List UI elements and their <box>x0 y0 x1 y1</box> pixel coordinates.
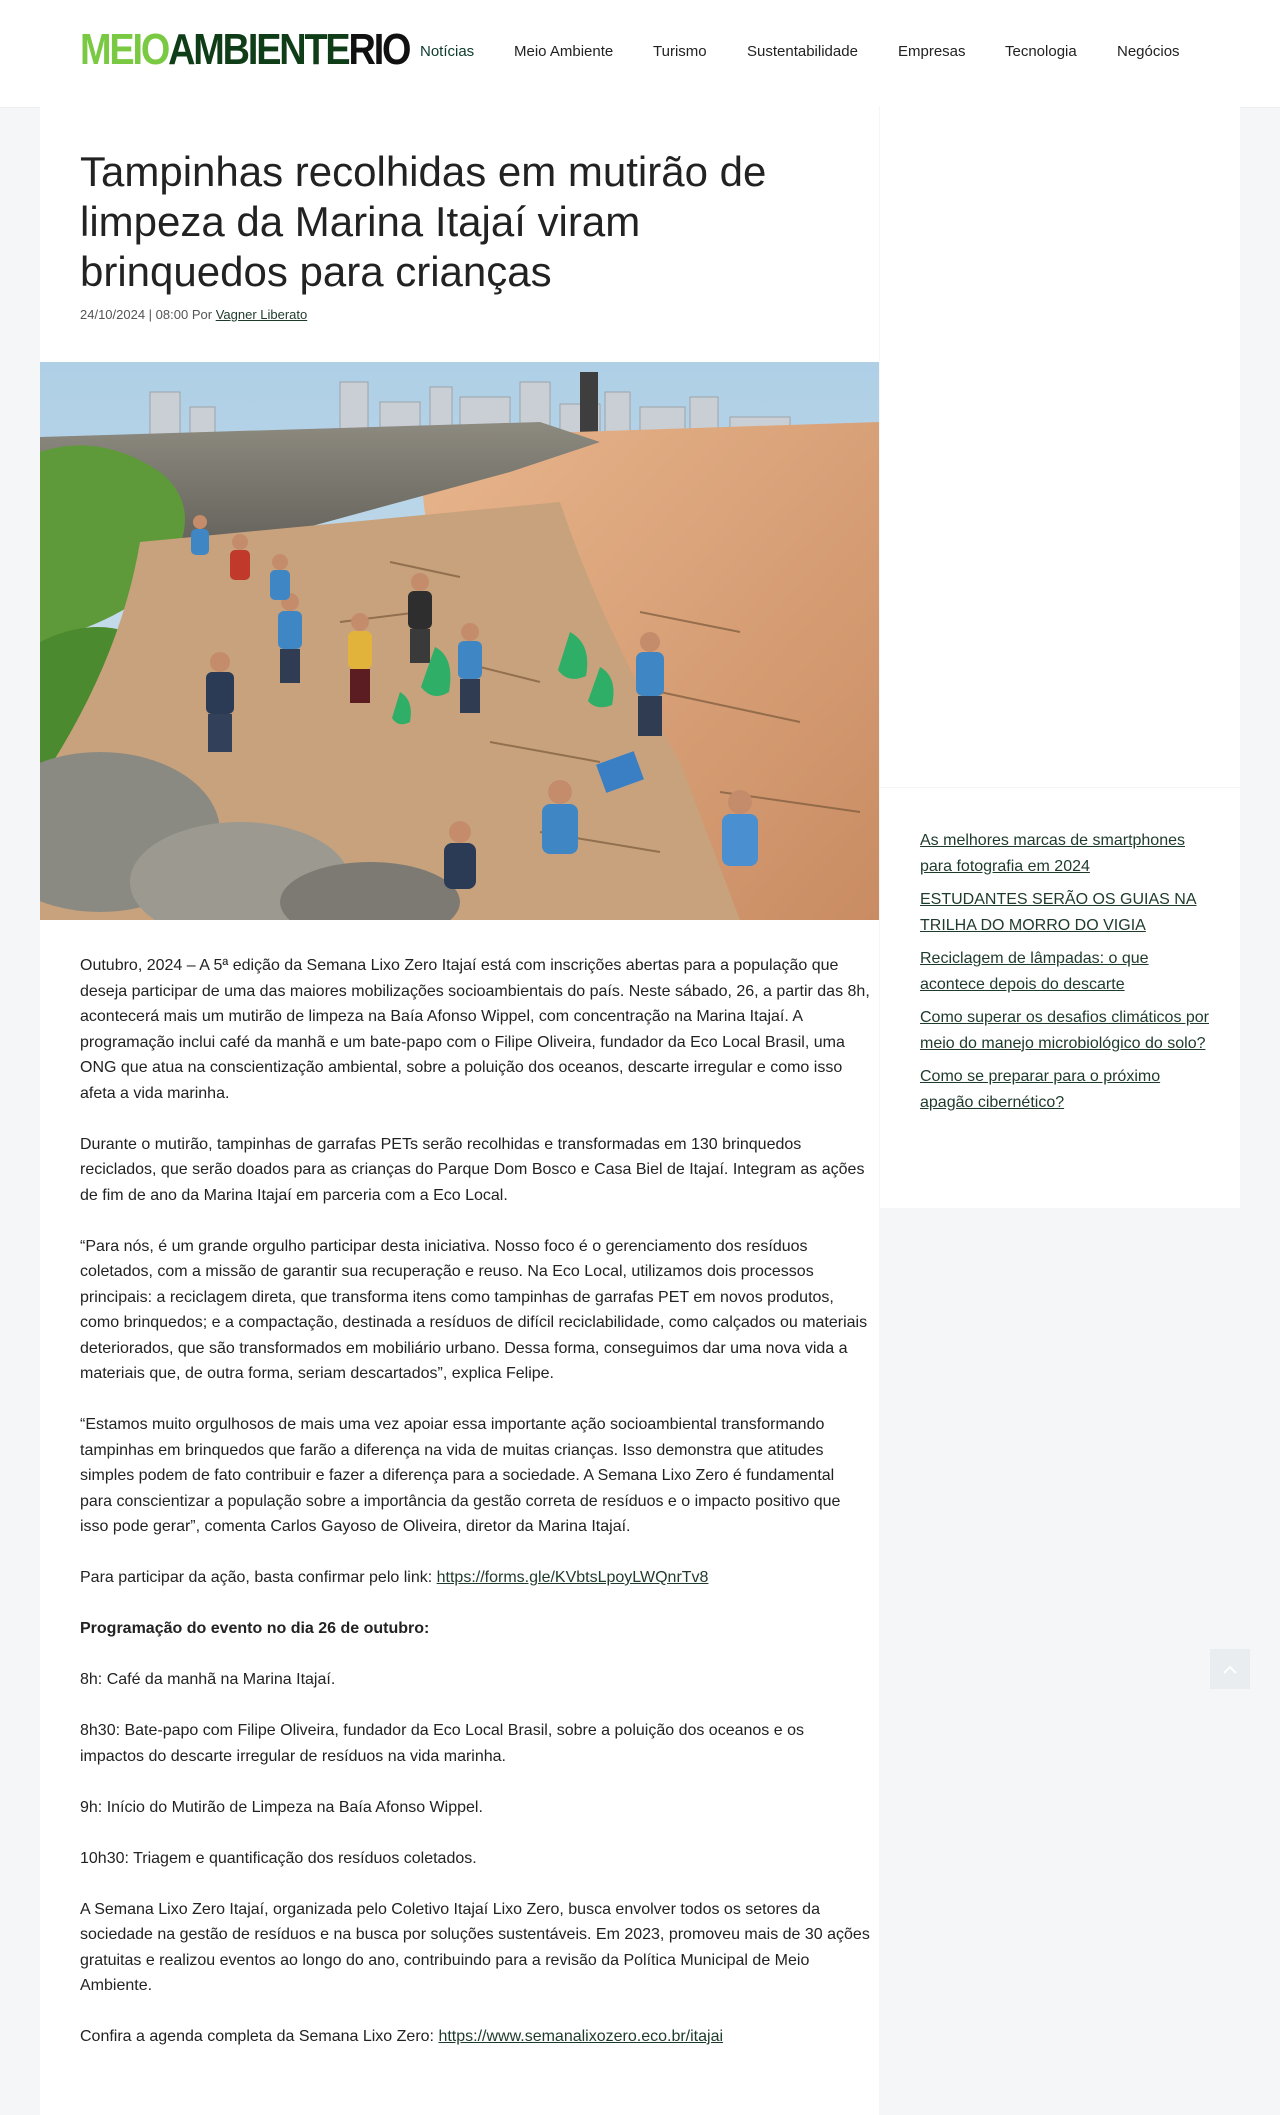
article-meta <box>80 307 307 322</box>
article-date: 24/10/2024 | 08:00 <box>80 307 189 322</box>
nav-item-noticias[interactable]: Notícias <box>420 43 475 60</box>
sidebar-recent-posts <box>880 788 1240 1208</box>
schedule-item: 8h: Café da manhã na Marina Itajaí. <box>80 1671 336 1688</box>
agenda-text: Confira a agenda completa da Semana Lixo Zero: <box>80 2028 434 2045</box>
recent-post-link[interactable]: Reciclagem de lâmpadas: o que acontece depois do descarte <box>920 950 1149 993</box>
article-paragraph: Durante o mutirão, tampinhas de garrafas PETs serão recolhidas e transformadas em 130 brinquedos reciclados, que serão doados para as crianças do Parque Dom Bosco e Casa Biel de Itajaí. Integram as ações de fim de ano da Marina Itajaí em parceria com a Eco Local. <box>80 1135 865 1204</box>
article-paragraph: “Para nós, é um grande orgulho participar desta iniciativa. Nosso foco é o gerenciamento dos resíduos coletados, com a missão de garantir sua recuperação e reuso. Na Eco Local, utilizamos dois processos principais: a reciclagem direta, que transforma itens como tampinhas de garrafas PET em novos produtos, como brinquedos; e a compactação, destinada a resíduos de difícil reciclabilidade, como calçados ou materiais deteriorados, que são transformados em mobiliário urbano. Dessa forma, conseguimos dar uma nova vida a materiais que, de outra forma, seriam descartados”, explica Felipe. <box>80 1237 868 1382</box>
article <box>40 107 879 2115</box>
list-item <box>920 828 1210 879</box>
logo-part-rio: RIO <box>348 25 410 74</box>
nav-item-negocios[interactable]: Negócios <box>1117 43 1180 60</box>
article-paragraph: A Semana Lixo Zero Itajaí, organizada pelo Coletivo Itajaí Lixo Zero, busca envolver todos os setores da sociedade na gestão de resíduos e na busca por soluções sustentáveis. Em 2023, promoveu mais de 30 ações gratuitas e realizou eventos ao longo do ano, contribuindo para a revisão da Política Municipal de Meio Ambiente. <box>80 1900 870 1994</box>
list-item <box>920 946 1210 997</box>
schedule-item: 10h30: Triagem e quantificação dos resíduos coletados. <box>80 1849 477 1867</box>
logo-part-meio: MEIO <box>80 25 169 74</box>
schedule-item: 9h: Início do Mutirão de Limpeza na Baía Afonso Wippel. <box>80 1798 483 1816</box>
article-body <box>80 953 870 2075</box>
article-paragraph <box>80 1565 870 1591</box>
signup-text: Para participar da ação, basta confirmar pelo link: <box>80 1569 433 1586</box>
nav-item-empresas[interactable]: Empresas <box>898 43 966 60</box>
main-nav <box>400 0 1200 107</box>
nav-item-meio-ambiente[interactable]: Meio Ambiente <box>514 43 614 60</box>
nav-item-tecnologia[interactable]: Tecnologia <box>1005 43 1077 60</box>
sidebar-ad-area <box>880 107 1240 787</box>
nav-item-turismo[interactable]: Turismo <box>653 43 707 60</box>
article-author-link[interactable]: Vagner Liberato <box>215 307 308 322</box>
schedule-item: 8h30: Bate-papo com Filipe Oliveira, fundador da Eco Local Brasil, sobre a poluição dos oceanos e os impactos do descarte irregular de resíduos na vida marinha. <box>80 1722 804 1765</box>
recent-post-link[interactable]: As melhores marcas de smartphones para fotografia em 2024 <box>920 832 1185 875</box>
list-item <box>920 1064 1210 1115</box>
recent-posts-list <box>920 828 1210 1123</box>
recent-post-link[interactable]: Como se preparar para o próximo apagão cibernético? <box>920 1068 1161 1111</box>
featured-image <box>40 362 879 920</box>
chevron-up-icon <box>1223 1664 1237 1674</box>
nav-item-sustentabilidade[interactable]: Sustentabilidade <box>747 43 858 60</box>
list-item <box>920 1005 1210 1056</box>
article-paragraph <box>80 2024 870 2050</box>
scroll-to-top-button[interactable] <box>1210 1649 1250 1689</box>
logo-part-ambiente: AMBIENTE <box>168 25 349 74</box>
site-logo[interactable] <box>80 24 409 76</box>
article-title: Tampinhas recolhidas em mutirão de limpeza da Marina Itajaí viram brinquedos para crianças <box>80 148 767 295</box>
signup-link[interactable]: https://forms.gle/KVbtsLpoyLWQnrTv8 <box>436 1569 709 1586</box>
agenda-link[interactable]: https://www.semanalixozero.eco.br/itajai <box>438 2028 724 2045</box>
article-paragraph: “Estamos muito orgulhosos de mais uma vez apoiar essa importante ação socioambiental transformando tampinhas em brinquedos que farão a diferença na vida de muitas crianças. Isso demonstra que atitudes simples podem de fato contribuir e fazer a diferença para a sociedade. A Semana Lixo Zero é fundamental para conscientizar a população sobre a importância da gestão correta de resíduos e o impacto positivo que isso pode gerar”, comenta Carlos Gayoso de Oliveira, diretor da Marina Itajaí. <box>80 1416 841 1535</box>
recent-post-link[interactable]: Como superar os desafios climáticos por meio do manejo microbiológico do solo? <box>920 1009 1210 1052</box>
site-header <box>0 0 1280 108</box>
article-paragraph: Outubro, 2024 – A 5ª edição da Semana Lixo Zero Itajaí está com inscrições abertas para a população que deseja participar de uma das maiores mobilizações socioambientais do país. Neste sábado, 26, a partir das 8h, acontecerá mais um mutirão de limpeza na Baía Afonso Wippel, com concentração na Marina Itajaí. A programação inclui café da manhã e um bate-papo com o Filipe Oliveira, fundador da Eco Local Brasil, uma ONG que atua na conscientização ambiental, sobre a poluição dos oceanos, descarte irregular e como isso afeta a vida marinha. <box>80 957 870 1102</box>
article-by: Por <box>191 307 213 322</box>
list-item <box>920 887 1210 938</box>
recent-post-link[interactable]: ESTUDANTES SERÃO OS GUIAS NA TRILHA DO MORRO DO VIGIA <box>920 891 1197 934</box>
schedule-heading: Programação do evento no dia 26 de outubro: <box>80 1620 430 1637</box>
